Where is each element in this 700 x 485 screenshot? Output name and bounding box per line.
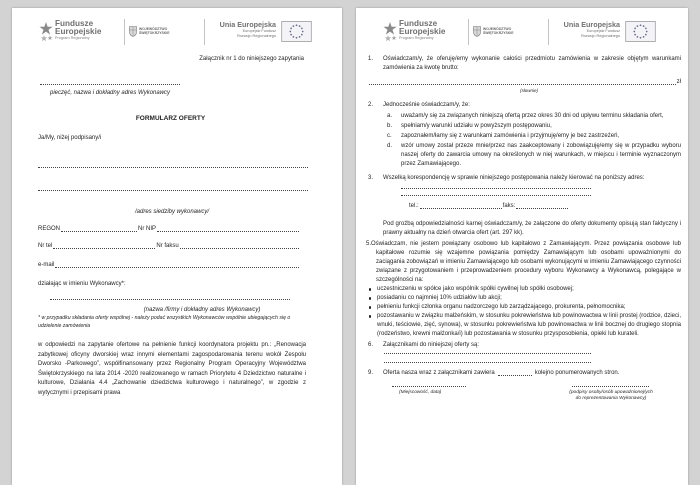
eu-logo-text xyxy=(552,21,620,38)
fe-logo-line1: Fundusze xyxy=(55,19,94,28)
page-header xyxy=(38,18,314,46)
fe-logo xyxy=(382,18,466,46)
item-4: Pod groźbą odpowiedzialności karnej oświadczam/y, że załączone do oferty dokumenty opisują stan faktyczny i prawny aktualny na dzień otwarcia ofert (art. 297 kk). xyxy=(383,221,681,236)
region-line1: WOJEWÓDZTWO xyxy=(483,27,512,31)
place-date-line xyxy=(392,386,466,387)
currency-label: zł xyxy=(676,79,681,85)
fe-stars-icon xyxy=(383,21,397,43)
header-divider xyxy=(204,19,205,45)
bullet-text: pełnieniu funkcji członka organu nadzorczego lub zarządzającego, prokurenta, pełnomocnika; xyxy=(377,304,626,310)
item-5 xyxy=(366,240,681,285)
contractor-line xyxy=(50,299,290,300)
sub-letter: d. xyxy=(387,143,393,149)
name-line-1 xyxy=(38,167,308,168)
fe-logo-line2: Europejskie xyxy=(399,27,446,36)
page-left xyxy=(12,8,342,485)
signature-caption-1: (podpisy osoby/osób upoważnionej/ych xyxy=(569,390,653,395)
regon-field xyxy=(61,231,137,232)
bullet-icon xyxy=(369,306,371,308)
eu-line3: Rozwoju Regionalnego xyxy=(580,33,620,38)
tel-field xyxy=(53,248,155,249)
item-text: Jednocześnie oświadczam/y, że: xyxy=(383,102,470,108)
eu-flag-icon xyxy=(625,21,656,42)
page-right xyxy=(356,8,688,485)
item-number: 2. xyxy=(368,102,374,108)
item-text: Oświadczam/y, że oferuję/emy wykonanie całości przedmiotu zamówienia w zakresie objętym warunkami zamówienia za kwotę brutto: xyxy=(383,56,681,71)
eu-line2: Europejski Fundusz xyxy=(586,29,620,33)
fe-logo xyxy=(38,18,122,46)
acting-label: działając w imieniu Wykonawcy*: xyxy=(38,281,126,287)
item-number: 1. xyxy=(368,56,374,62)
sub-text: spełniam/y warunki udziału w powyższym postępowaniu, xyxy=(401,123,552,129)
name-line-2 xyxy=(38,190,308,191)
stamp-line xyxy=(40,84,180,85)
fax-field xyxy=(516,208,568,209)
attachment-label: Załącznik nr 1 do niniejszego zapytania xyxy=(199,56,304,62)
header-divider xyxy=(468,19,469,45)
item-text-after: kolejno ponumerowanych stron. xyxy=(534,370,620,376)
region-line1: WOJEWÓDZTWO xyxy=(139,27,168,31)
signed-label: Ja/My, niżej podpisany/i xyxy=(38,135,102,141)
region-line2: ŚWIĘTOKRZYSKIE xyxy=(483,31,514,36)
address-caption: /adres siedziby wykonawcy/ xyxy=(134,209,210,215)
regon-label: REGON xyxy=(38,226,61,232)
fe-logo-line3: Program Regionalny xyxy=(399,36,434,40)
nip-field xyxy=(157,231,299,232)
coat-of-arms-icon xyxy=(129,26,137,37)
item-6 xyxy=(368,341,681,350)
tel-label: tel.: xyxy=(409,203,419,209)
fax-label: Nr faksu xyxy=(156,243,179,249)
email-field xyxy=(55,267,299,268)
fax-label: faks: xyxy=(502,203,516,209)
in-words-caption: (słownie) xyxy=(519,88,538,93)
eu-line1: Unia Europejska xyxy=(219,20,276,29)
sub-item-a xyxy=(387,112,681,121)
amount-row xyxy=(368,78,681,87)
eu-line2: Europejski Fundusz xyxy=(242,29,276,33)
item-number: 9. xyxy=(368,370,374,376)
item-9 xyxy=(368,369,681,378)
bullet-icon xyxy=(369,315,371,317)
place-date-caption: (Miejscowość, data) xyxy=(399,390,442,395)
item-2 xyxy=(368,101,681,110)
list-item xyxy=(369,285,681,294)
page-header xyxy=(382,18,658,46)
address-line-2 xyxy=(401,189,591,196)
bullet-text: pozostawaniu w związku małżeńskim, w stosunku pokrewieństwa lub powinowactwa w linii prostej (rodzice, dzieci, wnuki, teściowie, zięć, synowa), w stosunku pokrewieństwa lub powinowactwa w linii bocznej do drugiego stopnia (rodzeństwo, krewni małżonka/i) lub pozostawania w stosunku przysposobienia, opieki lub kurateli. xyxy=(377,313,681,337)
signature-caption-2: do reprezentowania Wykonawcy) xyxy=(575,396,647,401)
bullet-icon xyxy=(369,288,371,290)
footnote: * w przypadku składania oferty wspólnej - należy podać wszystkich Wykonawców wspólnie ubiegających się o udzielenie zamówienia xyxy=(38,315,291,329)
fe-logo-line1: Fundusze xyxy=(399,19,438,28)
region-name xyxy=(139,27,169,36)
header-divider xyxy=(548,19,549,45)
fe-logo-line3: Program Regionalny xyxy=(55,36,90,40)
item-text: Wszelką korespondencję w sprawie niniejszego postępowania należy kierować na poniższy adres: xyxy=(383,175,645,181)
intro-paragraph: w odpowiedzi na zapytanie ofertowe na pełnienie funkcji koordynatora projektu pn.: „Renowacja zabytkowej oficyny dworskiej wraz innymi elementami zagospodarowania terenu wokół Zespołu Dworsko -Parkowego”, współfinansowany przez Regionalny Program Operacyjny Województwa Świętokrzyskiego na lata 2014 -2020 realizowanego w ramach Priorytetu 4 Dziedzictwo naturalne i kulturowe, Działania 4.4 „Zachowanie dziedzictwa kulturowego i naturalnego”, w zgodzie z wytycznymi i przepisami prawa xyxy=(38,342,306,396)
declarations xyxy=(356,101,688,416)
eu-flag-icon xyxy=(281,21,312,42)
header-divider xyxy=(124,19,125,45)
item-text: Oświadczam, nie jestem powiązany osobowo lub kapitałowo z Zamawiającym. Przez powiązania osobowe lub kapitałowe rozumie się wzajemne powiązania pomiędzy Zamawiającym lub osobami upoważnionymi do zaciągania zobowiązań w imieniu Zamawiającego lub osobami wykonującymi w imieniu Zamawiającego czynności związane z przygotowaniem i przeprowadzeniem procedury wyboru Wykonawcy a Wykonawcą, polegające w szczególności na: xyxy=(371,241,681,283)
sub-letter: b. xyxy=(387,123,393,129)
item-number: 3. xyxy=(368,175,374,181)
eu-logo-text xyxy=(208,21,276,38)
item-3 xyxy=(368,174,681,183)
eu-line3: Rozwoju Regionalnego xyxy=(236,33,276,38)
email-label: e-mail xyxy=(38,262,55,268)
region-name xyxy=(483,27,513,36)
bullet-icon xyxy=(369,297,371,299)
email-row xyxy=(38,261,300,270)
attachments-line-2 xyxy=(384,354,591,363)
fe-logo-line2: Europejskie xyxy=(55,27,102,36)
tel-fax-row xyxy=(38,242,300,251)
sub-letter: a. xyxy=(387,113,393,119)
item-1 xyxy=(368,55,681,73)
nip-label: Nr NIP xyxy=(138,226,157,232)
sub-text: wzór umowy został przeze mnie/przez nas zaakceptowany i zobowiązuję/emy się w przypadku wyboru naszej oferty do zawarcia umowy na określonych w niej warunkach, w miejscu i terminie wyznaczonym przez Zamawiającego. xyxy=(401,143,681,167)
bullet-text: uczestniczeniu w spółce jako wspólnik spółki cywilnej lub spółki osobowej; xyxy=(377,286,574,292)
signature-line xyxy=(572,386,649,387)
eu-line1: Unia Europejska xyxy=(563,20,620,29)
sub-letter: c. xyxy=(387,133,392,139)
tel-field xyxy=(420,208,502,209)
bullet-text: posiadaniu co najmniej 10% udziałów lub akcji; xyxy=(377,295,502,301)
regon-nip-row xyxy=(38,225,300,234)
coat-of-arms-icon xyxy=(473,26,481,37)
item-number: 6. xyxy=(368,342,374,348)
amount-field xyxy=(369,84,676,85)
list-item xyxy=(369,312,681,339)
sub-text: zapoznałem/łamy się z warunkami zamówienia i przyjmuję/emy je bez zastrzeżeń, xyxy=(401,133,620,139)
stamp-caption: pieczęć, nazwa i dokładny adres Wykonawcy xyxy=(50,90,171,96)
contact-row xyxy=(409,202,569,211)
sub-item-b xyxy=(387,122,681,131)
page-count-field xyxy=(498,375,532,376)
sub-text: uważam/y się za związanych niniejszą ofertą przez okres 30 dni od upływu terminu składania ofert, xyxy=(401,113,664,119)
list-item xyxy=(369,303,681,312)
item-number: 5. xyxy=(366,241,372,247)
tel-label: Nr tel xyxy=(38,243,53,249)
item-text: Załącznikami do niniejszej oferty są: xyxy=(383,342,480,348)
sub-item-d xyxy=(387,142,681,169)
list-item xyxy=(369,294,681,303)
item-text-before: Oferta nasza wraz z załącznikami zawiera xyxy=(383,370,495,376)
region-line2: ŚWIĘTOKRZYSKIE xyxy=(139,31,170,36)
fax-field xyxy=(180,248,299,249)
fe-stars-icon xyxy=(39,21,53,43)
sub-item-c xyxy=(387,132,681,141)
contractor-caption: (nazwa /firmy i dokładny adres Wykonawcy) xyxy=(143,307,261,313)
signature-block xyxy=(356,386,688,416)
form-title: FORMULARZ OFERTY xyxy=(135,115,206,122)
